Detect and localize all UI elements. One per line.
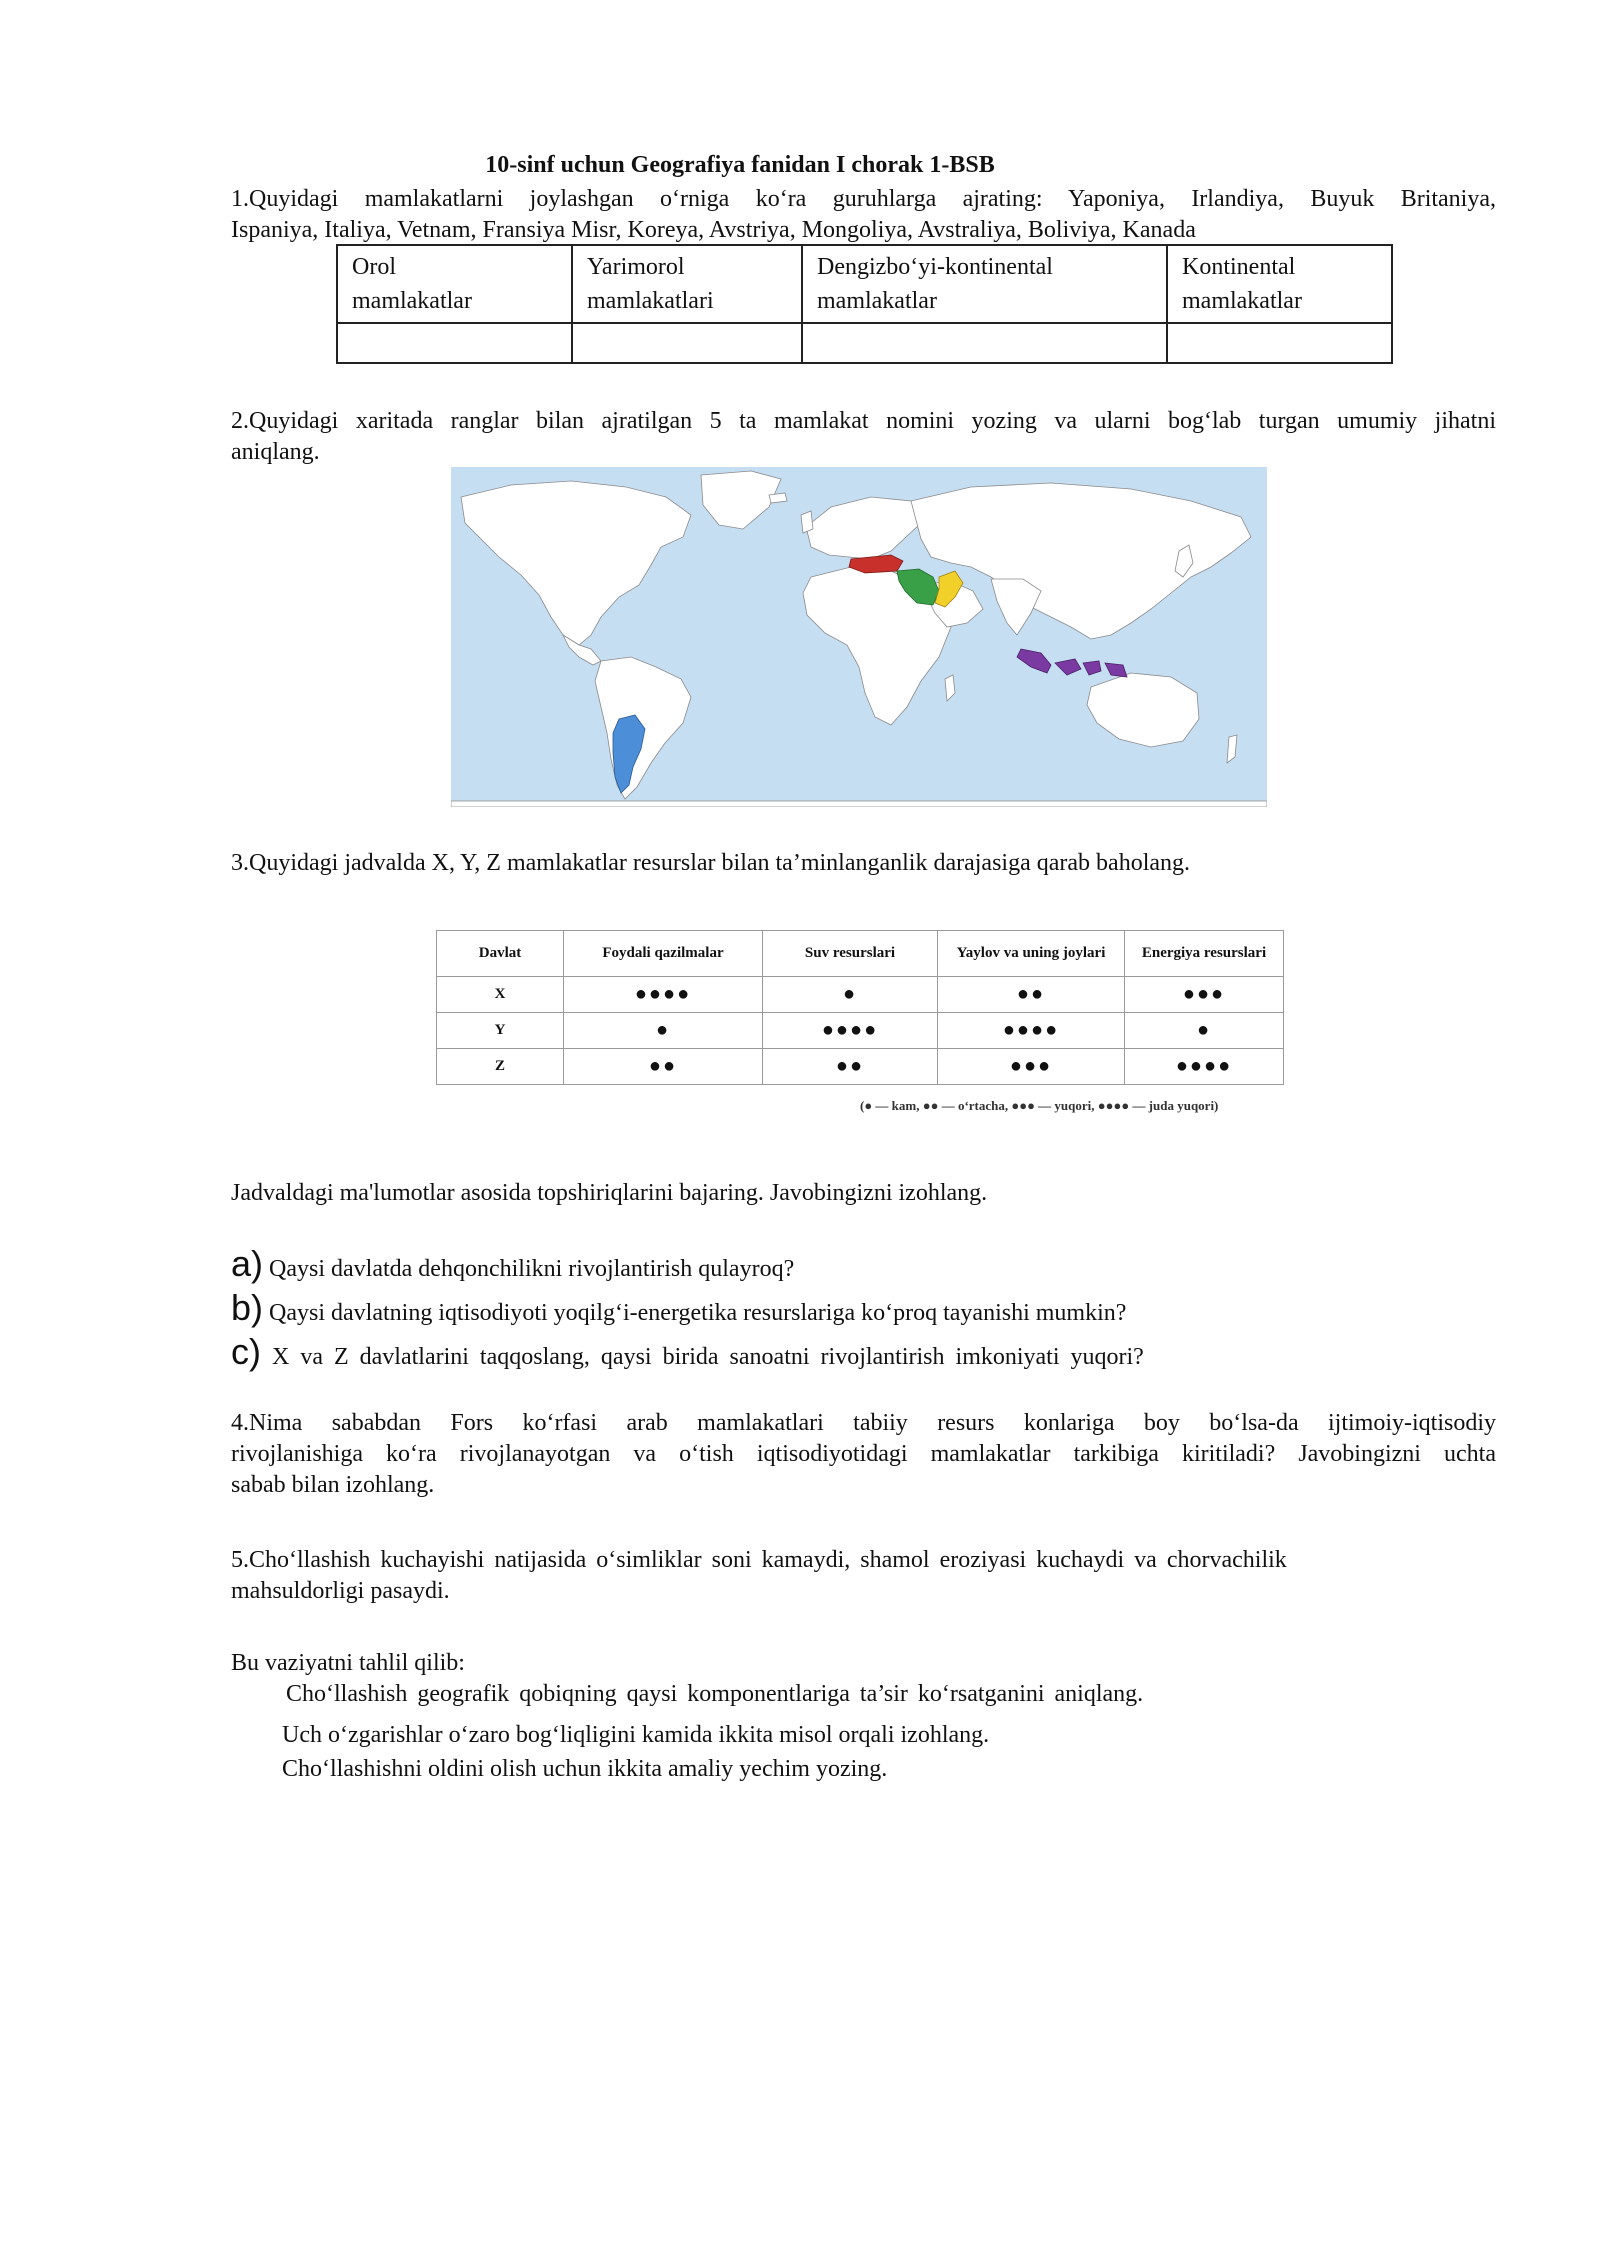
- q3-row-z: [437, 1049, 1284, 1085]
- q3-resource-table: [436, 930, 1284, 1085]
- q3-rating-cell: ●●: [938, 977, 1125, 1013]
- q2-line2: aniqlang.: [231, 439, 320, 465]
- q1-answer-cell-4[interactable]: [1167, 323, 1392, 363]
- q1-col-header-2: Yarimorol mamlakatlari: [572, 245, 802, 323]
- q1-line1: 1.Quyidagi mamlakatlarni joylashgan o‘rniga ko‘ra guruhlarga ajrating: Yaponiya, Irlandiya, Buyuk Britaniya,: [231, 186, 1496, 212]
- q4-line3: sabab bilan izohlang.: [231, 1472, 435, 1498]
- q4-line1: 4.Nima sababdan Fors ko‘rfasi arab mamlakatlari tabiiy resurs konlariga boy bo‘lsa-da ijtimoiy-iqtisodiy: [231, 1410, 1496, 1436]
- q3-rating-cell: ●●●●: [763, 1013, 938, 1049]
- q3-b-text: Qaysi davlatning iqtisodiyoti yoqilg‘i-energetika resurslariga ko‘proq tayanishi mumkin?: [269, 1300, 1127, 1326]
- q3-rating-cell: ●●●●: [938, 1013, 1125, 1049]
- q5-intro: Bu vaziyatni tahlil qilib:: [231, 1650, 465, 1676]
- q3-rating-cell: ●●: [763, 1049, 938, 1085]
- q3-intro: Jadvaldagi ma'lumotlar asosida topshiriqlarini bajaring. Javobingizni izohlang.: [231, 1180, 988, 1206]
- q5-line1: 5.Cho‘llashish kuchayishi natijasida o‘simliklar soni kamaydi, shamol eroziyasi kuchaydi va chorvachilik: [231, 1547, 1287, 1573]
- q3-table-legend: (● — kam, ●● — o‘rtacha, ●●● — yuqori, ●●●● — juda yuqori): [860, 1098, 1219, 1113]
- q3-row-name: Z: [437, 1049, 564, 1085]
- q1-col-header-3: Dengizbo‘yi-kontinental mamlakatlar: [802, 245, 1167, 323]
- world-map: [451, 467, 1267, 807]
- q3-subquestion-a: [231, 1243, 795, 1285]
- q5-task-3: Cho‘llashishni oldini olish uchun ikkita amaliy yechim yozing.: [282, 1756, 888, 1782]
- q3-row-x: [437, 977, 1284, 1013]
- q3-header-energy: Energiya resurslari: [1125, 931, 1284, 977]
- q3-header-pasture: Yaylov va uning joylari: [938, 931, 1125, 977]
- q3-row-y: [437, 1013, 1284, 1049]
- q3-row-name: X: [437, 977, 564, 1013]
- q3-c-letter: c): [231, 1331, 261, 1372]
- q1-answer-cell-2[interactable]: [572, 323, 802, 363]
- q3-rating-cell: ●●●●: [1125, 1049, 1284, 1085]
- q5-line2: mahsuldorligi pasaydi.: [231, 1578, 450, 1604]
- q3-c-text: X va Z davlatlarini taqqoslang, qaysi birida sanoatni rivojlantirish imkoniyati yuqori?: [272, 1344, 1144, 1370]
- q2-line1: 2.Quyidagi xaritada ranglar bilan ajratilgan 5 ta mamlakat nomini yozing va ularni bog‘lab turgan umumiy jihatni: [231, 408, 1496, 434]
- q1-answer-cell-1[interactable]: [337, 323, 572, 363]
- q3-rating-cell: ●●●: [1125, 977, 1284, 1013]
- q3-header-minerals: Foydali qazilmalar: [564, 931, 763, 977]
- q5-task-1: Cho‘llashish geografik qobiqning qaysi komponentlariga ta’sir ko‘rsatganini aniqlang.: [286, 1681, 1144, 1707]
- q4-line2: rivojlanishiga ko‘ra rivojlanayotgan va o‘tish iqtisodiyotidagi mamlakatlar tarkibiga kiritiladi? Javobingizni uchta: [231, 1441, 1496, 1467]
- q3-header-water: Suv resurslari: [763, 931, 938, 977]
- q1-grouping-table: [336, 244, 1393, 364]
- q3-row-name: Y: [437, 1013, 564, 1049]
- q1-col-header-4: Kontinental mamlakatlar: [1167, 245, 1392, 323]
- q1-col-header-1: Orol mamlakatlar: [337, 245, 572, 323]
- q3-a-text: Qaysi davlatda dehqonchilikni rivojlantirish qulayroq?: [269, 1256, 795, 1282]
- q3-a-letter: a): [231, 1243, 264, 1284]
- world-map-svg: [451, 467, 1267, 807]
- q1-line2: Ispaniya, Italiya, Vetnam, Fransiya Misr, Koreya, Avstriya, Mongoliya, Avstraliya, Boliviya, Kanada: [231, 217, 1196, 243]
- q1-answer-cell-3[interactable]: [802, 323, 1167, 363]
- q3-rating-cell: ●●●: [938, 1049, 1125, 1085]
- page-title: 10-sinf uchun Geografiya fanidan I chorak 1-BSB: [485, 152, 995, 178]
- q3-b-letter: b): [231, 1287, 264, 1328]
- q3-rating-cell: ●: [1125, 1013, 1284, 1049]
- q3-header-country: Davlat: [437, 931, 564, 977]
- antarctica-edge-shape: [451, 801, 1267, 807]
- q3-rating-cell: ●●●●: [564, 977, 763, 1013]
- q3-rating-cell: ●●: [564, 1049, 763, 1085]
- q3-subquestion-c: [231, 1331, 1144, 1373]
- q3-rating-cell: ●: [564, 1013, 763, 1049]
- q3-rating-cell: ●: [763, 977, 938, 1013]
- uk-shape: [801, 511, 813, 533]
- q5-task-2: Uch o‘zgarishlar o‘zaro bog‘liqligini kamida ikkita misol orqali izohlang.: [282, 1722, 990, 1748]
- q3-text: 3.Quyidagi jadvalda X, Y, Z mamlakatlar resurslar bilan ta’minlanganlik darajasiga qarab baholang.: [231, 850, 1191, 876]
- q3-subquestion-b: [231, 1287, 1127, 1329]
- iceland-shape: [769, 493, 787, 503]
